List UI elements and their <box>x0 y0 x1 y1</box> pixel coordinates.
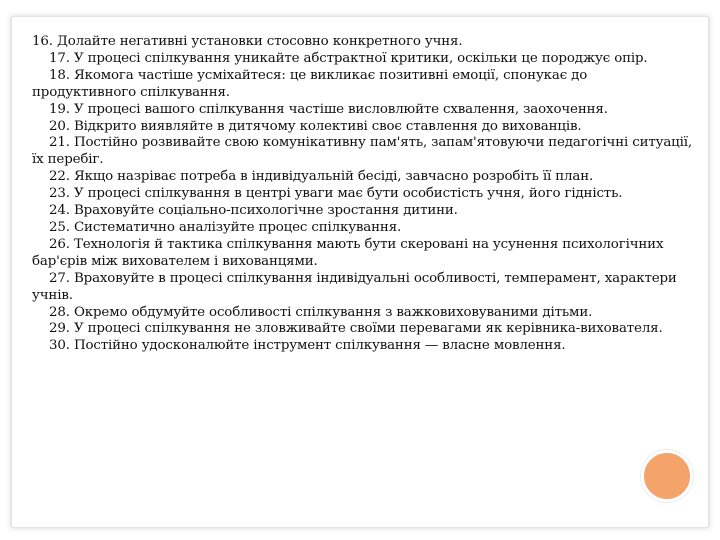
list-item: 29. У процесі спілкування не зловживайте своїми перевагами як керівника-вихователя. <box>49 321 663 337</box>
list-item: 19. У процесі вашого спілкування частіше висловлюйте схвалення, заохочення. <box>49 101 608 117</box>
orange-circle-decoration <box>641 450 693 502</box>
list-item: 28. Окремо обдумуйте особливості спілкування з важковиховуваними дітьми. <box>49 304 593 320</box>
list-item: 30. Постійно удосконалюйте інструмент спілкування — власне мовлення. <box>49 338 566 354</box>
list-item: 18. Якомога частіше усміхайтеся: це викликає позитивні емоції, спонукає до продуктивного спілкування. <box>32 67 588 100</box>
list-item: 22. Якщо назріває потреба в індивідуальній бесіді, завчасно розробіть її план. <box>49 169 594 185</box>
list-item: 25. Систематично аналізуйте процес спілкування. <box>49 219 402 235</box>
list-item: 16. Долайте негативні установки стосовно конкретного учня. <box>32 34 463 49</box>
list-item: 23. У процесі спілкування в центрі уваги має бути особистість учня, його гідність. <box>49 186 623 202</box>
list-item: 24. Враховуйте соціально-психологічне зростання дитини. <box>49 203 458 219</box>
slide-content <box>32 34 694 355</box>
list-item: 21. Постійно розвивайте свою комунікативну пам'ять, запам'ятовуючи педагогічні ситуації, їх перебіг. <box>32 135 693 168</box>
list-item: 26. Технологія й тактика спілкування мають бути скеровані на усунення психологічних бар'єрів між вихователем і вихованцями. <box>32 236 664 269</box>
list-item: 20. Відкрито виявляйте в дитячому колективі своє ставлення до вихованців. <box>49 118 582 134</box>
list-item: 17. У процесі спілкування уникайте абстрактної критики, оскільки це породжує опір. <box>49 50 648 66</box>
list-item: 27. Враховуйте в процесі спілкування індивідуальні особливості, темперамент, характери учнів. <box>32 270 677 303</box>
